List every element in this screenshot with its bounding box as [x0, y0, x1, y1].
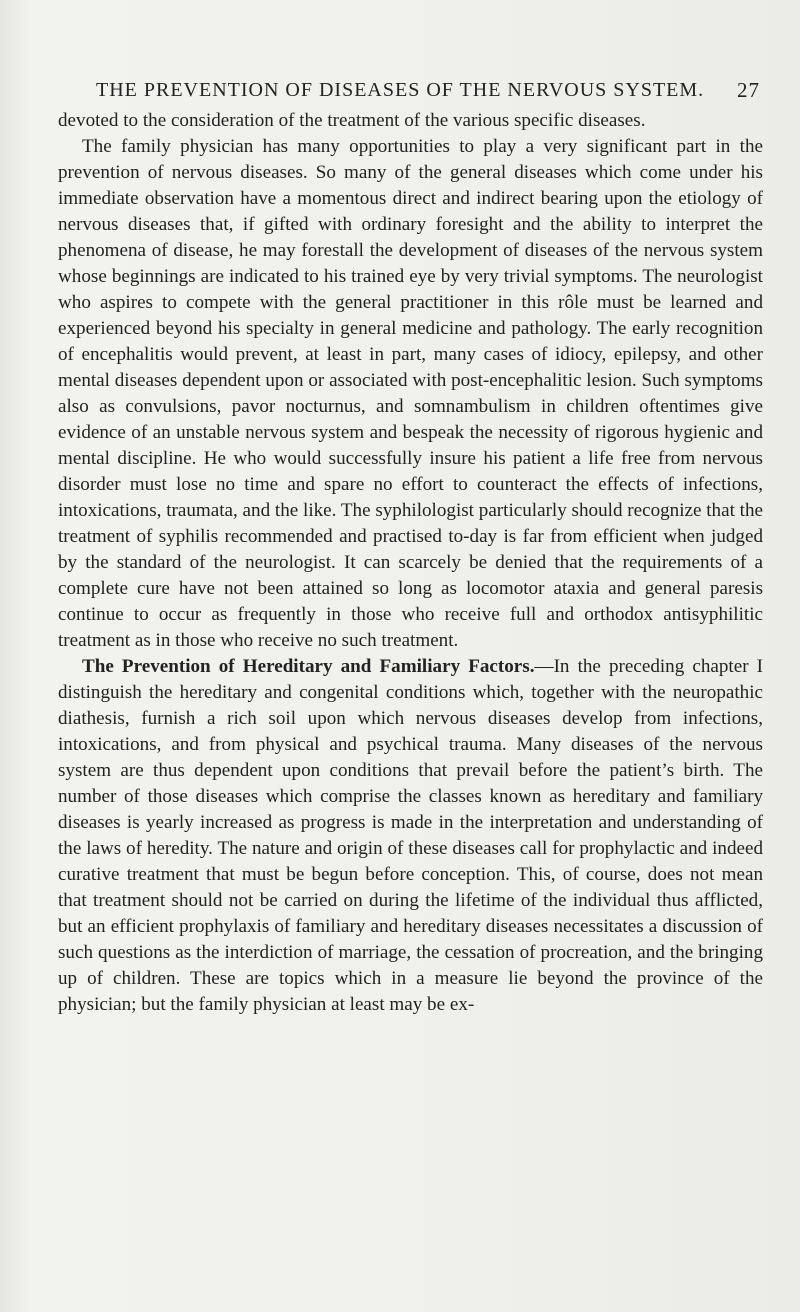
paragraph-continued: devoted to the consideration of the treatment of the various specific diseases.	[58, 110, 646, 131]
body-text	[58, 108, 763, 1018]
page-number: 27	[737, 77, 760, 102]
section-heading: The Prevention of Hereditary and Familiary Factors.	[82, 656, 535, 677]
running-title: THE PREVENTION OF DISEASES OF THE NERVOUS SYSTEM.	[96, 78, 705, 101]
section-body-text: —In the preceding chapter I distinguish the hereditary and congenital conditions which, together with the neuropathic diathesis, furnish a rich soil upon which nervous diseases develop from infections, intoxications, and from physical and psychical trauma. Many diseases of the nervous system are thus dependent upon conditions that prevail before the patient’s birth. The number of those diseases which comprise the classes known as hereditary and familiary diseases is yearly increased as progress is made in the interpretation and understanding of the laws of heredity. The nature and origin of these diseases call for prophylactic and indeed curative treatment that must be begun before conception. This, of course, does not mean that treatment should not be carried on during the lifetime of the individual thus afflicted, but an efficient prophylaxis of familiary and hereditary diseases necessitates a discussion of such questions as the interdiction of marriage, the cessation of procreation, and the bringing up of children. These are topics which in a measure lie beyond the province of the physician; but the family physician at least may be ex-	[58, 656, 764, 1015]
running-head	[96, 76, 760, 104]
paragraph-hereditary-factors	[58, 654, 763, 1018]
paragraph-family-physician: The family physician has many opportunities to play a very significant part in the prevention of nervous diseases. So many of the general diseases which come under his immediate observation have a momentous direct and indirect bearing upon the etiology of nervous diseases that, if gifted with ordinary foresight and the ability to interpret the phenomena of disease, he may forestall the development of diseases of the nervous system whose beginnings are indicated to his trained eye by very trivial symptoms. The neurologist who aspires to compete with the general practitioner in this rôle must be learned and experienced beyond his specialty in general medicine and pathology. The early recognition of encephalitis would prevent, at least in part, many cases of idiocy, epilepsy, and other mental diseases dependent upon or associated with post-encephalitic lesion. Such symptoms also as convulsions, pavor nocturnus, and somnambulism in children oftentimes give evidence of an unstable nervous system and bespeak the necessity of rigorous hygienic and mental discipline. He who would successfully insure his patient a life free from nervous disorder must lose no time and spare no effort to counteract the effects of infections, intoxications, traumata, and the like. The syphilologist particularly should recognize that the treatment of syphilis recommended and practised to-day is far from efficient when judged by the standard of the neurologist. It can scarcely be denied that the requirements of a complete cure have not been attained so long as locomotor ataxia and general paresis continue to occur as frequently in those who receive full and orthodox antisyphilitic treatment as in those who receive no such treatment.	[58, 136, 763, 651]
